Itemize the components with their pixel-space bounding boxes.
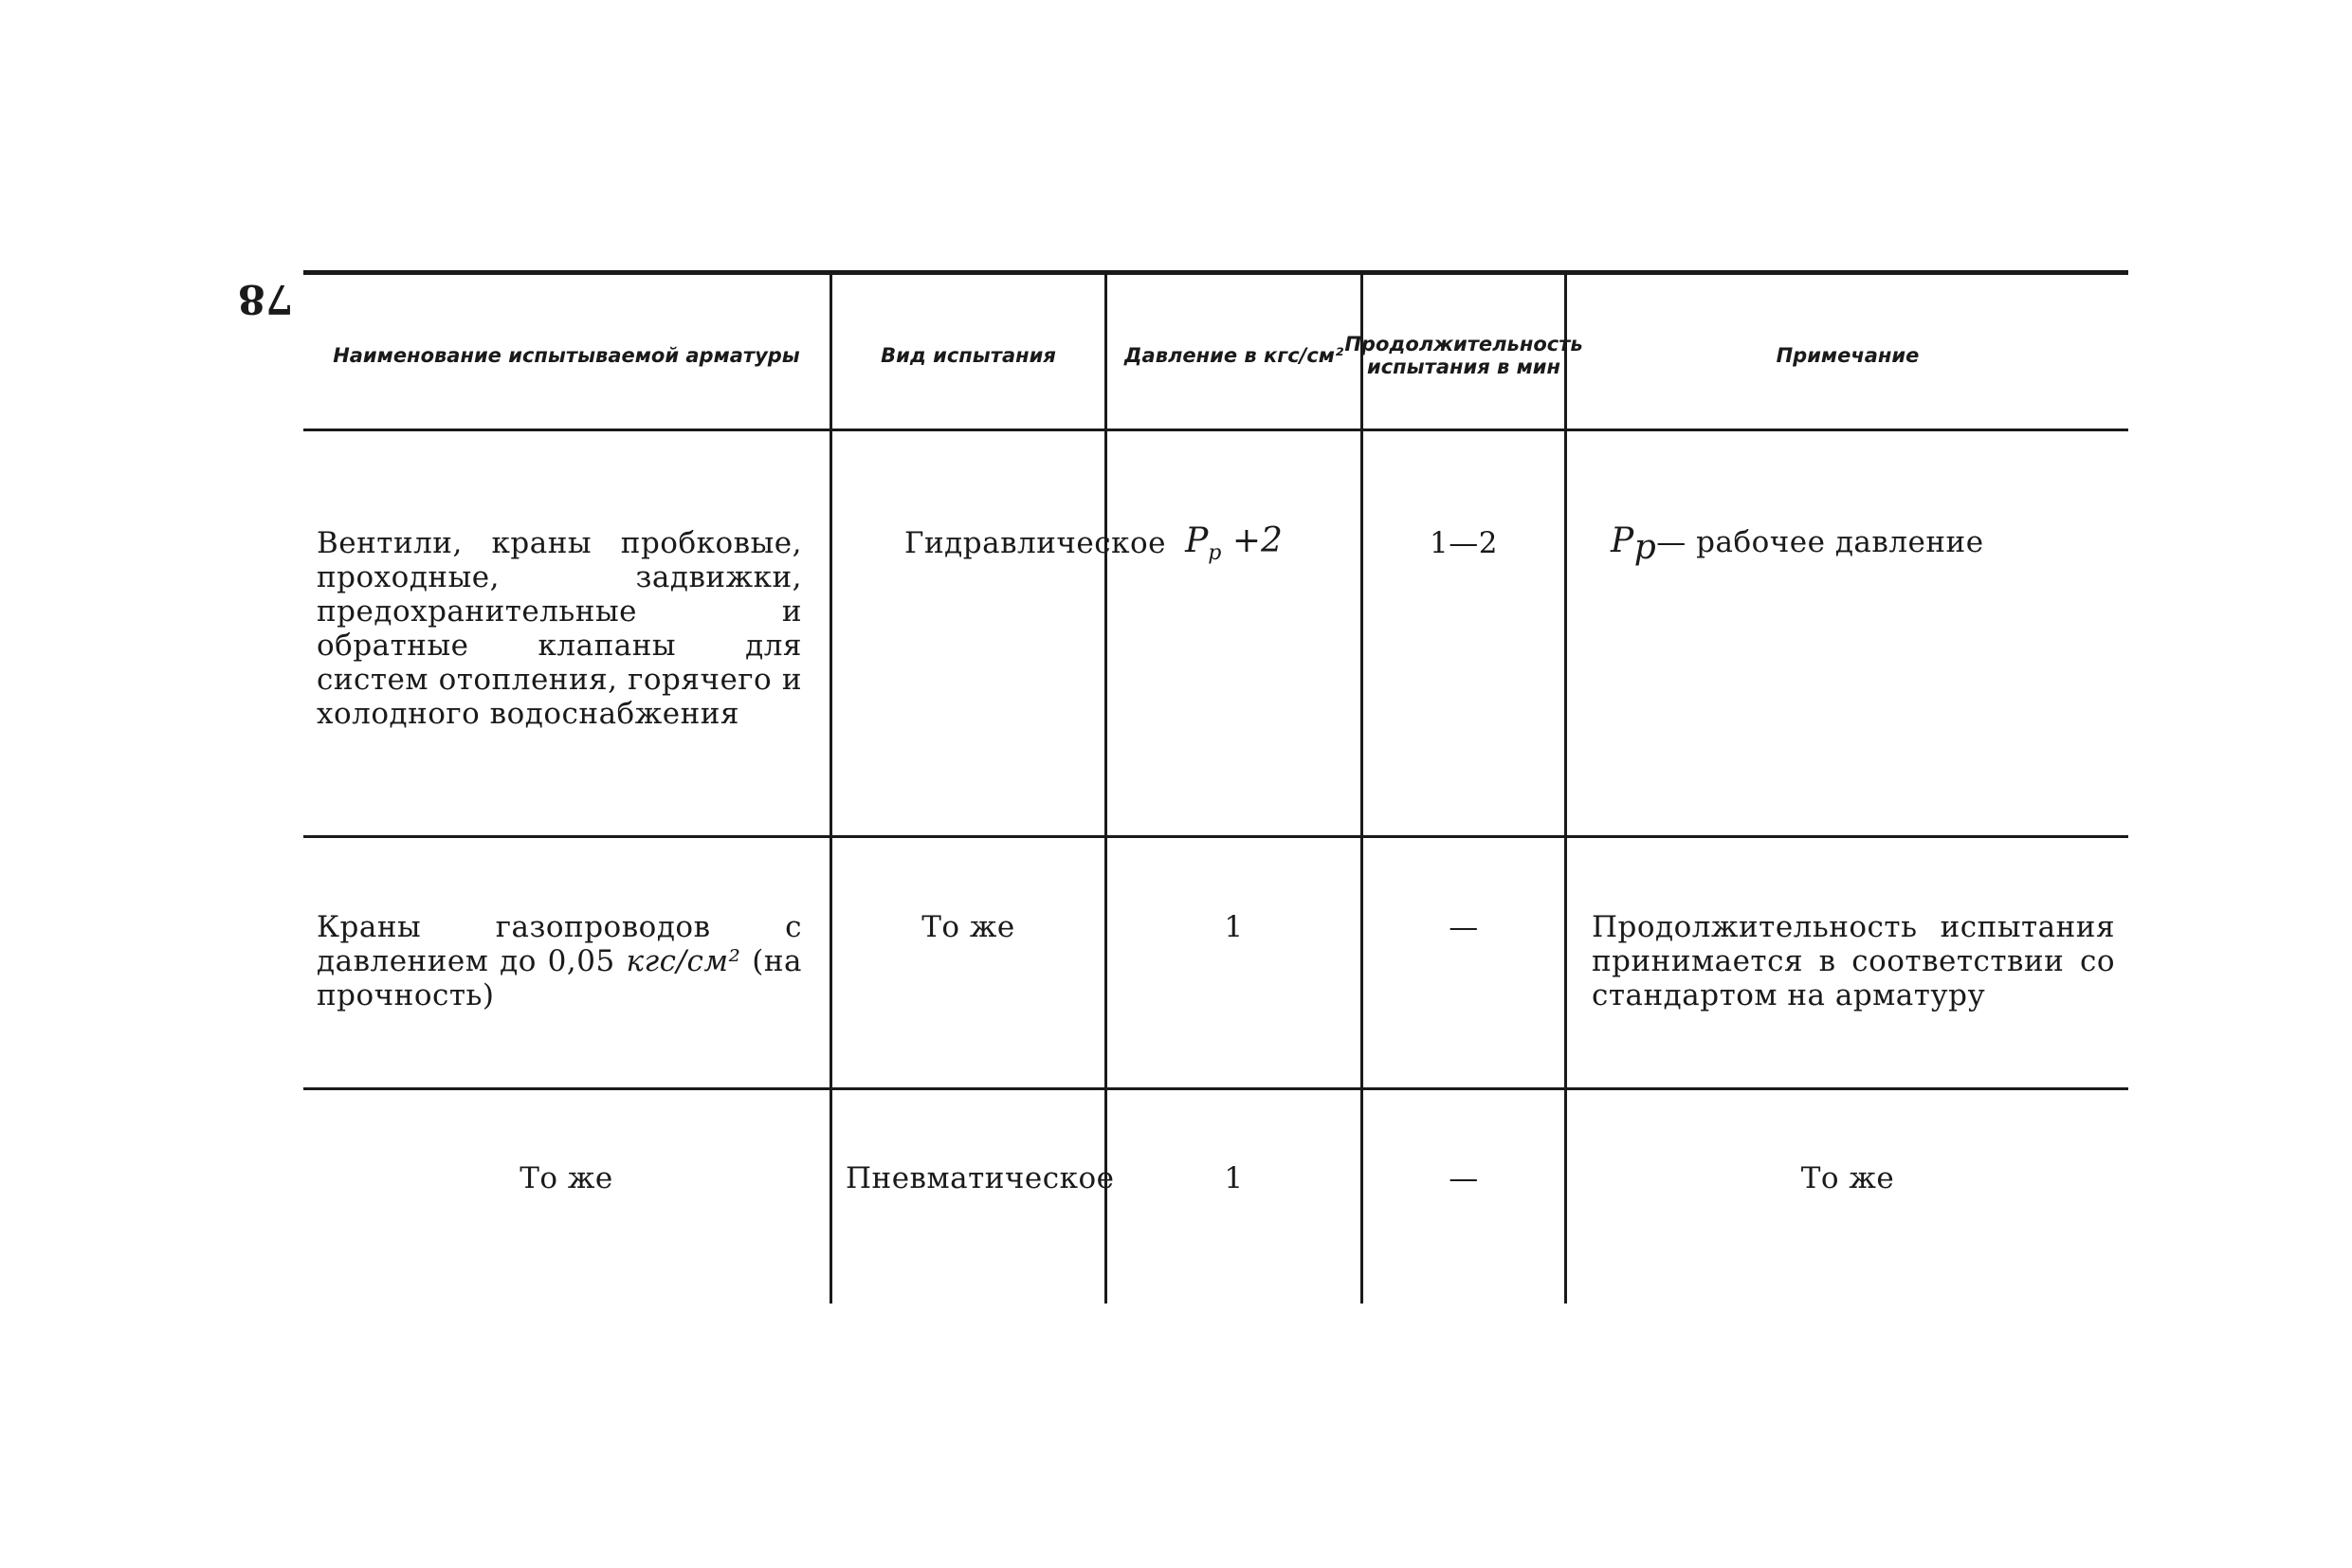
row2-duration: —	[1449, 910, 1479, 944]
test-table	[303, 270, 2128, 1308]
row3-name: То же	[520, 1161, 613, 1195]
table-top-rule	[303, 270, 2128, 275]
row3-duration: —	[1449, 1161, 1479, 1195]
column-divider-2	[1104, 275, 1107, 1304]
row2-pressure: 1	[1224, 910, 1244, 944]
row1-test-type: Гидравлическое	[904, 526, 1166, 560]
row1-pressure: $P_p +2$	[1185, 521, 1283, 566]
row1-name: Вентили, краны пробковые, проходные, задвижки, предохранительные и обратные клапаны для систем отопления, горячего и холодного водоснабжения	[317, 526, 802, 731]
row2-name: Краны газопроводов с давлением до 0,05 кгс/см² (на прочность)	[317, 910, 802, 1012]
column-divider-3	[1360, 275, 1363, 1304]
row1-note: $P_p—$ рабочее давление	[1611, 521, 1984, 568]
page-number: 78	[237, 276, 294, 322]
row3-note: То же	[1800, 1161, 1895, 1195]
header-name: Наименование испытываемой арматуры	[333, 344, 800, 367]
row2-test-type: То же	[921, 910, 1015, 944]
row2-note: Продолжительность испытания принимается в соответствии со стандартом на арматуру	[1592, 910, 2115, 1012]
header-test-type: Вид испытания	[881, 344, 1056, 367]
header-bottom-rule	[303, 428, 2128, 431]
header-duration: Продолжительность испытания в мин	[1344, 333, 1583, 378]
row1-duration: 1—2	[1430, 526, 1498, 560]
row1-bottom-rule	[303, 835, 2128, 838]
column-divider-1	[830, 275, 832, 1304]
row3-pressure: 1	[1224, 1161, 1244, 1195]
header-pressure: Давление в кгс/см²	[1123, 344, 1344, 367]
row2-bottom-rule	[303, 1087, 2128, 1090]
column-divider-4	[1564, 275, 1567, 1304]
header-note: Примечание	[1776, 344, 1920, 367]
row3-test-type: Пневматическое	[846, 1161, 1115, 1195]
